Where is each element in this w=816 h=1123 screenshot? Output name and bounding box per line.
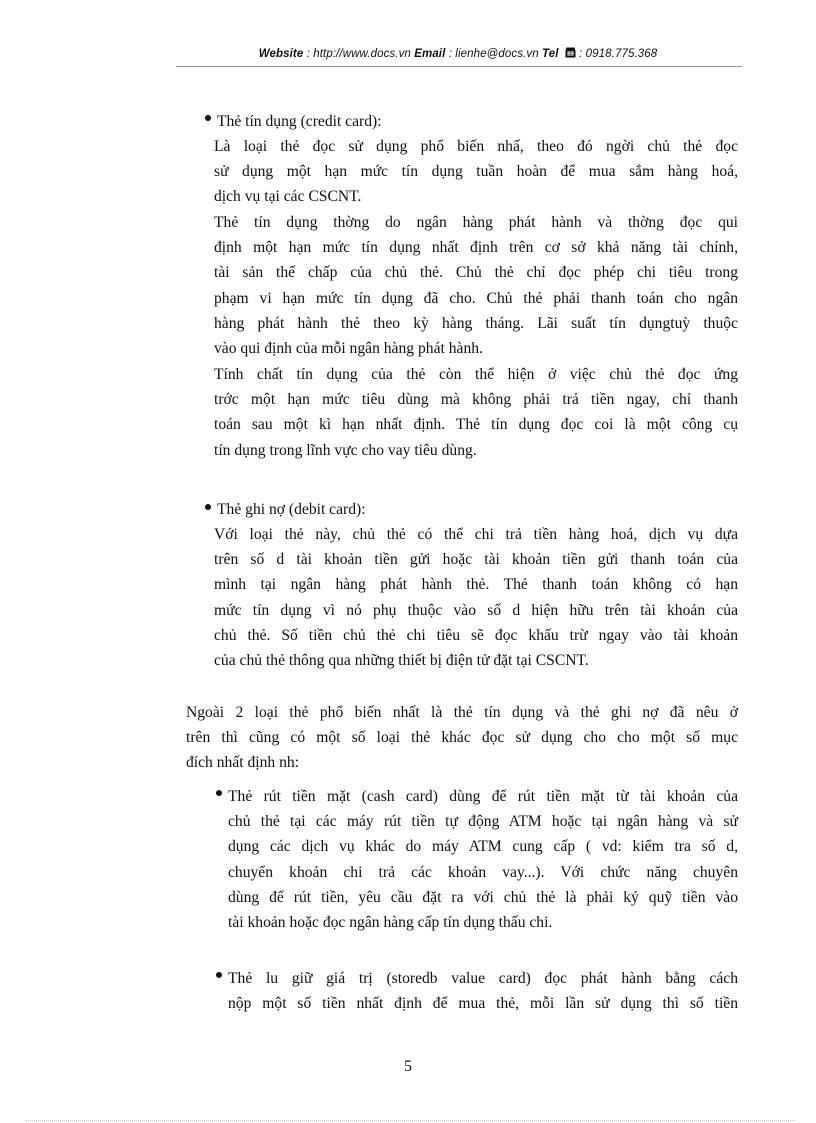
cash-line: chuyển khoản chi trả các khoản vay...). Với chức năng chuyên	[228, 863, 738, 881]
header-divider	[176, 66, 742, 67]
intro-paragraph	[186, 700, 738, 776]
intro-line: trên thì cũng có một số loại thẻ khác đọc sử dụng cho cho một số mục	[186, 729, 738, 747]
debit-line: chủ thẻ. Số tiền chủ thẻ chi tiêu sẽ đọc khấu trừ ngay vào tài khoản	[214, 626, 738, 644]
tel-value: : 0918.775.368	[575, 48, 658, 60]
credit-paragraph-1	[214, 134, 738, 210]
email-value: : lienhe@docs.vn	[445, 48, 542, 60]
stored-paragraph	[228, 966, 738, 1016]
bullet-debit	[205, 504, 211, 510]
stored-line: Thẻ lu giữ giá trị (storedb value card) đọc phát hành bằng cách	[228, 970, 738, 987]
credit-paragraph-2	[214, 210, 738, 361]
cash-paragraph	[228, 784, 738, 935]
credit-p2-line: tài sản thế chấp của chủ thẻ. Chủ thẻ chỉ đọc phép chi tiêu trong	[214, 264, 738, 282]
credit-p2-line: định một hạn mức tín dụng nhất định trên cơ sở khả năng tài chính,	[214, 239, 738, 257]
credit-heading: Thẻ tín dụng (credit card):	[217, 113, 382, 130]
bullet-stored	[216, 972, 222, 978]
credit-paragraph-3	[214, 362, 738, 463]
intro-line: đích nhất định nh:	[186, 754, 300, 772]
debit-line: mình tại ngân hàng phát hành thẻ. Thẻ thanh toán không có hạn	[214, 576, 738, 594]
footer-divider	[25, 1120, 795, 1121]
credit-p1-line: dịch vụ tại các CSCNT.	[214, 188, 362, 206]
credit-p3-line: tín dụng trong lĩnh vực cho vay tiêu dùng.	[214, 441, 477, 459]
website-value: : http://www.docs.vn	[303, 48, 415, 60]
stored-line: nộp một số tiền nhất định để mua thẻ, mỗi lần sử dụng thì số tiền	[228, 995, 738, 1013]
debit-heading: Thẻ ghi nợ (debit card):	[217, 501, 366, 518]
cash-line: dùng để rút tiền, yêu cầu đặt ra với chủ thẻ là phải ký quỹ tiền vào	[228, 888, 738, 906]
website-label: Website	[258, 48, 304, 60]
page-header	[176, 47, 740, 61]
credit-p3-line: toán sau một kì hạn nhất định. Thẻ tín dụng đọc coi là một công cụ	[214, 416, 738, 434]
credit-p2-line: vào qui định của mỗi ngân hàng phát hành.	[214, 340, 483, 358]
cash-line: tài khoản hoặc đọc ngân hàng cấp tín dụng thấu chi.	[228, 914, 553, 932]
debit-line: mức tín dụng vì nó phụ thuộc vào số d hiện hữu trên tài khoản của	[214, 601, 738, 619]
cash-line: chủ thẻ tại các máy rút tiền tự động ATM hoặc tại ngân hàng và sử	[228, 813, 738, 831]
debit-line: trên số d tài khoản tiền gửi hoặc tài khoản tiền gửi thanh toán của	[214, 551, 738, 569]
debit-paragraph	[214, 522, 738, 673]
credit-p2-line: hàng phát hành thẻ theo kỳ hàng tháng. Lãi suất tín dụngtuỳ thuộc	[214, 314, 738, 332]
cash-line: Thẻ rút tiền mặt (cash card) dùng để rút tiền mặt từ tài khoản của	[228, 788, 738, 805]
email-label: Email	[414, 48, 446, 60]
intro-line: Ngoài 2 loại thẻ phổ biến nhất là thẻ tín dụng và thẻ ghi nợ đã nêu ở	[186, 704, 738, 721]
tel-label: Tel	[542, 48, 559, 60]
credit-p1-line: sử dụng một hạn mức tín dụng tuần hoàn để mua sắm hàng hoá,	[214, 163, 738, 181]
credit-p1-line: Là loại thẻ đọc sử dụng phổ biến nhấ, theo đó ngời chủ thẻ đọc	[214, 138, 738, 155]
credit-p2-line: Thẻ tín dụng thờng do ngân hàng phát hành và thờng đọc qui	[214, 214, 738, 231]
phone-icon	[565, 47, 576, 61]
bullet-cash	[216, 790, 222, 796]
credit-p3-line: trớc một hạn mức tiêu dùng mà không phải trả tiền ngay, chỉ thanh	[214, 391, 738, 409]
cash-line: dụng các dịch vụ khác do máy ATM cung cấp ( vd: kiểm tra số d,	[228, 838, 738, 856]
credit-p2-line: phạm vi hạn mức tín dụng đã cho. Chủ thẻ phải thanh toán cho ngân	[214, 289, 738, 307]
credit-p3-line: Tính chất tín dụng của thẻ còn thể hiện ở việc chủ thẻ đọc ứng	[214, 366, 738, 383]
debit-line: của chủ thẻ thông qua những thiết bị điện tử đặt tại CSCNT.	[214, 652, 589, 670]
page-number: 5	[404, 1058, 412, 1075]
debit-line: Với loại thẻ này, chủ thẻ có thể chi trả tiền hàng hoá, dịch vụ dựa	[214, 526, 738, 543]
bullet-credit	[205, 115, 211, 121]
